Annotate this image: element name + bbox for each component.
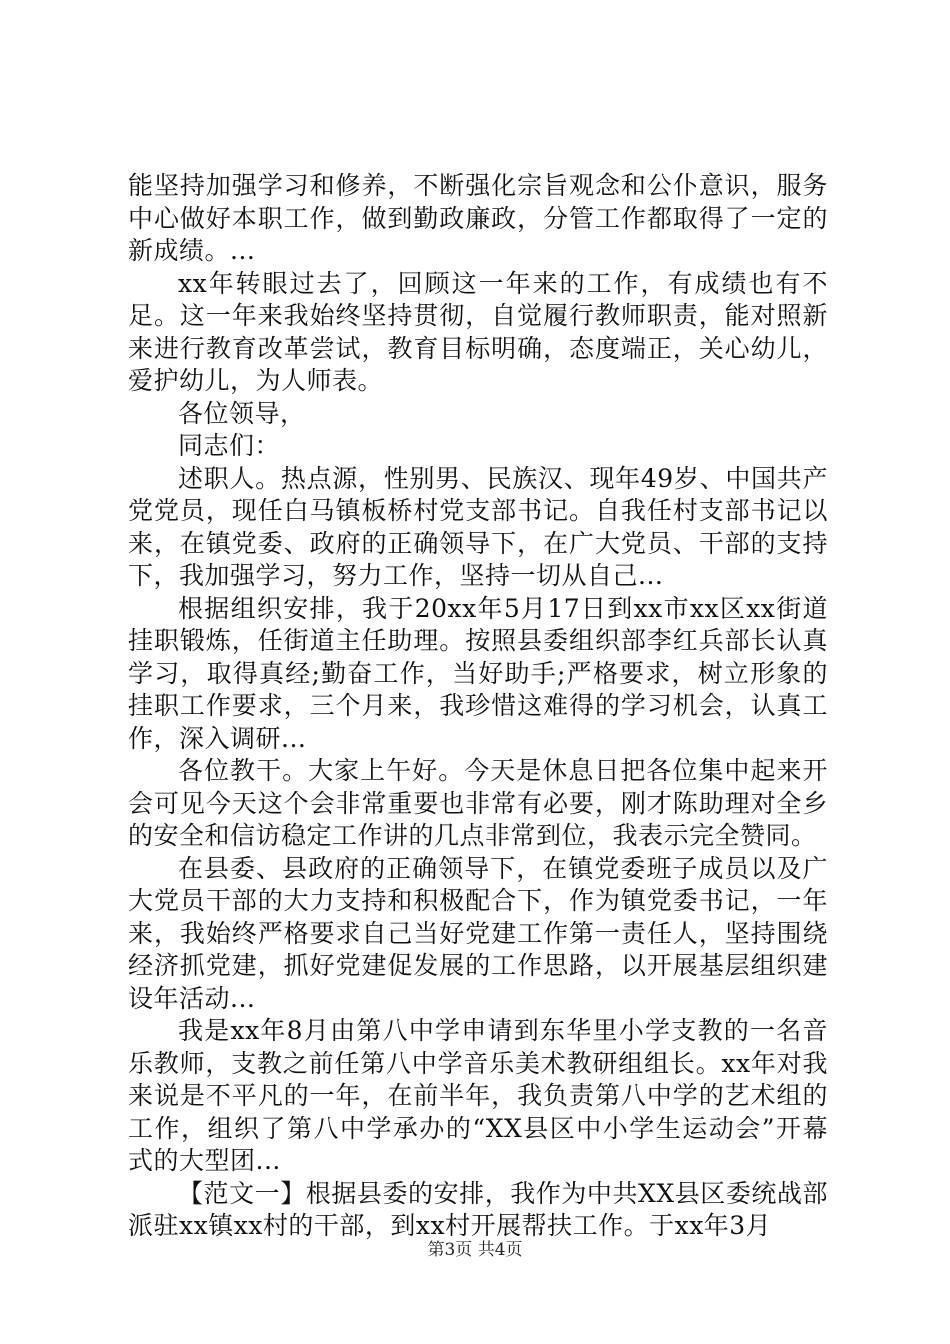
paragraph-4: 同志们：: [178, 431, 281, 460]
paragraph-3: 各位领导，: [178, 398, 306, 428]
paragraph-2: xx年转眼过去了，回顾这一年来的工作，有成绩也有不足。这一年来我始终坚持贯彻，自觉履行教师职责，能对照新来进行教育改革尝试，教育目标明确，态度端正，关心幼儿，爱护幼儿，为人师表。: [128, 268, 828, 395]
paragraph-10: 【范文一】根据县委的安排，我作为中共XX县区委统战部派驻xx镇xx村的干部，到xx村开展帮扶工作。于xx年3月: [128, 1178, 828, 1240]
paragraph-6: 根据组织安排，我于20xx年5月17日到xx市xx区xx街道挂职锻炼，任街道主任助理。按照县委组织部李红兵部长认真学习，取得真经;勤奋工作，当好助手;严格要求，树立形象的挂职工作要求，三个月来，我珍惜这难得的学习机会，认真工作，深入调研...: [128, 593, 828, 753]
paragraph-5: 述职人。热点源，性别男、民族汉、现年49岁、中国共产党党员，现任白马镇板桥村党支部书记。自我任村支部书记以来，在镇党委、政府的正确领导下，在广大党员、干部的支持下，我加强学习，努力工作，坚持一切从自己...: [128, 463, 828, 590]
paragraph-9: 我是xx年8月由第八中学申请到东华里小学支教的一名音乐教师，支教之前任第八中学音乐美术教研组组长。xx年对我来说是不平凡的一年，在前半年，我负责第八中学的艺术组的工作，组织了第八中学承办的“XX县区中小学生运动会”开幕式的大型团...: [128, 1016, 828, 1175]
paragraph-7: 各位教干。大家上午好。今天是休息日把各位集中起来开会可见今天这个会非常重要也非常有必要，刚才陈助理对全乡的安全和信访稳定工作讲的几点非常到位，我表示完全赞同。: [128, 756, 828, 850]
paragraph-8: 在县委、县政府的正确领导下，在镇党委班子成员以及广大党员干部的大力支持和积极配合下，作为镇党委书记，一年来，我始终严格要求自己当好党建工作第一责任人，坚持围绕经济抓党建，抓好党建促发展的工作思路，以开展基层组织建设年活动...: [128, 853, 828, 1013]
document-body: [128, 170, 828, 1243]
page-number-footer: 第3页 共4页: [427, 1240, 523, 1260]
paragraph-1: 能坚持加强学习和修养，不断强化宗旨观念和公仆意识，服务中心做好本职工作，做到勤政廉政，分管工作都取得了一定的新成绩。...: [128, 171, 828, 265]
